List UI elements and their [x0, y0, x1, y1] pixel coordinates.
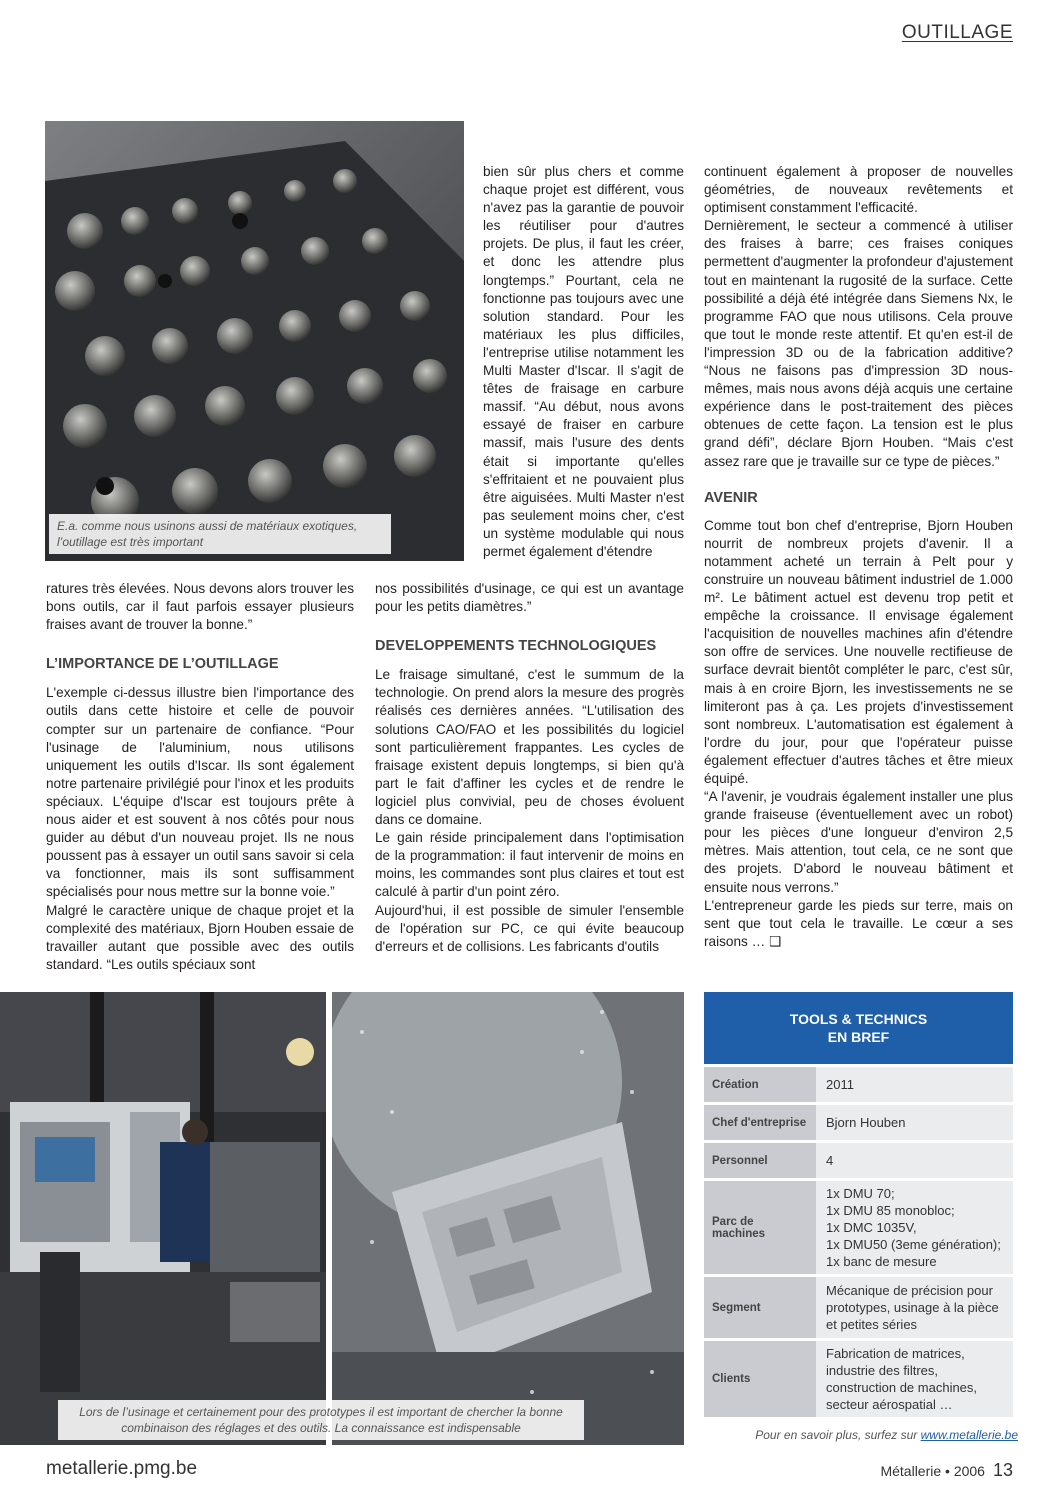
- page-number: 13: [992, 1460, 1013, 1480]
- footer-issue-label: Métallerie • 2006: [880, 1463, 985, 1479]
- brief-row: [704, 1142, 1013, 1180]
- brief-table: [704, 1064, 1013, 1417]
- brief-row: [704, 1066, 1013, 1104]
- brief-row: [704, 1180, 1013, 1276]
- tool-holders-illustration: [45, 121, 464, 561]
- brief-title-line2: EN BREF: [827, 1029, 890, 1045]
- brief-value: 2011: [816, 1066, 1013, 1104]
- brief-title-line1: TOOLS & TECHNICS: [789, 1011, 928, 1027]
- brief-value: Fabrication de matrices, industrie des filtres, construction de machines, secteur aérospatial …: [816, 1340, 1013, 1418]
- col1-paragraph-3: Malgré le caractère unique de chaque projet et la complexité des matériaux, Bjorn Houben essaie de travailler autant que possible avec des outils standard. “Les outils spéciaux sont: [46, 902, 354, 972]
- col3-paragraph-3: Comme tout bon chef d'entreprise, Bjorn Houben nourrit de nombreux projets d'avenir. Il a notamment acheté un terrain à Pelt pour y construire un nouveau bâtiment industriel de 1.000 m². Le bâtiment actuel est devenu trop petit et empêche la croissance. Il envisage également l'acquisition de nouvelles machines afin d'étendre son offre de services. Une nouvelle rectifieuse de surface devrait bientôt compléter le parc, c'est sûr, mais à en croire Bjorn, les investissements ne se limiteront pas à ça. Les projets d'investissement sont nombreux. L'automatisation est également à l'ordre du jour, pour que l'opérateur puisse également effectuer d'autres tâches et être mieux équipé.: [704, 517, 1013, 786]
- heading-developpements: DEVELOPPEMENTS TECHNOLOGIQUES: [375, 638, 657, 655]
- brief-label: Chef d'entreprise: [704, 1104, 816, 1142]
- machine-line: 1x DMU50 (3eme génération);: [826, 1237, 1001, 1252]
- section-tag: OUTILLAGE: [901, 22, 1013, 43]
- brief-label: Personnel: [704, 1142, 816, 1180]
- footer-site[interactable]: metallerie.pmg.be: [46, 1458, 198, 1479]
- column2-top: [483, 163, 684, 561]
- photo-workshop: [0, 992, 326, 1445]
- machine-line: 1x DMC 1035V,: [826, 1220, 917, 1235]
- column2-lower: [375, 580, 684, 956]
- col3-paragraph-2: Dernièrement, le secteur a commencé à utiliser des fraises à barre; ces fraises coniques permettent d'augmenter la profondeur d'ajustement tout en maintenant la rugosité de la surface. Cette possibilité a déjà été intégrée dans Siemens Nx, le programme FAO que nous utilisons. Cela prouve que tout le monde reste attentif. Et qu'en est-il de l'impression 3D ou de la fabrication additive? “Nous ne faisons pas d'impression 3D nous-mêmes, mais nous avons déjà acquis une certaine expérience dans le post-traitement des pièces obtenues de cette façon. La tension est le plus grand défi”, déclare Bjorn Houben. “Mais c'est assez rare que je travaille sur ce type de pièces.”: [704, 218, 1013, 469]
- brief-row: [704, 1276, 1013, 1340]
- col3-paragraph-4: “A l'avenir, je voudrais également installer une plus grande fraiseuse (éventuellement avec un robot) pour les pièces d'une longueur d'environ 2,5 mètres. Mais attention, tout cela, ce ne sont que des projets. D'abord le nouveau bâtiment et ensuite nous verrons.”: [704, 789, 1013, 895]
- col2-paragraph-1: bien sûr plus chers et comme chaque projet est différent, vous n'avez pas la garantie de pouvoir les réutiliser pour d'autres projets. De plus, il faut les créer, et donc les attendre plus longtemps.” Pourtant, cela ne fonctionne pas toujours avec une solution standard. Pour les matériaux les plus difficiles, l'entreprise utilise notamment les Multi Master d'Iscar. Il s'agit de têtes de fraisage en carbure massif. “Au début, nous avons essayé de fraiser en carbure massif, mais l'usure des dents était si importante qu'elles s'effritaient et ne pouvaient plus être aiguisées. Multi Master n'est pas seulement moins cher, c'est un système modulable qui nous permet également d'étendre: [483, 164, 684, 559]
- brief-label: Parc de machines: [704, 1180, 816, 1276]
- brief-value-machines: [816, 1180, 1013, 1276]
- footer-issue: [880, 1460, 1013, 1481]
- brief-box: [704, 992, 1013, 1417]
- brief-value: Bjorn Houben: [816, 1104, 1013, 1142]
- more-info-prefix: Pour en savoir plus, surfez sur: [755, 1428, 921, 1442]
- column3: [704, 163, 1013, 951]
- brief-value: Mécanique de précision pour prototypes, usinage à la pièce et petites séries: [816, 1276, 1013, 1340]
- brief-header: [704, 992, 1013, 1064]
- heading-avenir: AVENIR: [704, 489, 758, 506]
- col3-paragraph-1: continuent également à proposer de nouvelles géométries, de nouveaux revêtements et optimisent constamment l'efficacité.: [704, 164, 1013, 216]
- machine-line: 1x DMU 85 monobloc;: [826, 1203, 955, 1218]
- machine-line: 1x banc de mesure: [826, 1254, 937, 1269]
- heading-importance-outillage: L’IMPORTANCE DE L’OUTILLAGE: [46, 656, 279, 673]
- brief-label: Clients: [704, 1340, 816, 1418]
- col2-paragraph-2: Le fraisage simultané, c'est le summum de la technologie. On prend alors la mesure des progrès réalisés ces dernières années. “L'utilisation des solutions CAO/FAO et les possibilités du logiciel sont particulièrement frappantes. Les cycles de fraisage existent depuis longtemps, si bien qu'à part le fait d'affiner les cycles et de rendre le logiciel plus convivial, peu de choses évoluent dans ce domaine.: [375, 667, 684, 828]
- col3-paragraph-5: L'entrepreneur garde les pieds sur terre, mais on sent que tout cela le travaille. Le cœur a ses raisons … ❑: [704, 897, 1013, 949]
- brief-label: Segment: [704, 1276, 816, 1340]
- more-info-link[interactable]: www.metallerie.be: [920, 1428, 1018, 1442]
- col2-paragraph-4: Aujourd'hui, il est possible de simuler l'ensemble de l'opération sur PC, ce qui évite beaucoup d'erreurs et de collisions. Les fabricants d'outils: [375, 902, 684, 954]
- photo-machined-part: [332, 992, 684, 1445]
- more-info-line: [755, 1428, 1018, 1442]
- photo-tool-holders: [45, 121, 464, 561]
- workshop-illustration: [0, 992, 326, 1445]
- machine-line: 1x DMU 70;: [826, 1186, 895, 1201]
- brief-value: 4: [816, 1142, 1013, 1180]
- brief-row: [704, 1340, 1013, 1418]
- machined-part-illustration: [332, 992, 684, 1445]
- brief-row: [704, 1104, 1013, 1142]
- col1-paragraph-2: L'exemple ci-dessus illustre bien l'importance des outils dans cette histoire et celle de pouvoir compter sur un partenaire de confiance. “Pour l'usinage de l'aluminium, nous utilisons uniquement les outils d'Iscar. Ils sont également notre partenaire privilégié pour l'inox et les produits spéciaux. L'équipe d'Iscar est toujours prête à nous aider et est souvent à nos côtés pour nous guider au début d'un nouveau projet. Ils ne nous poussent pas à essayer un outil sans savoir si cela va fonctionner, mais ils sont suffisamment spécialisés pour nous mettre sur la bonne voie.”: [46, 685, 354, 900]
- col2-paragraph-1b: nos possibilités d'usinage, ce qui est un avantage pour les petits diamètres.”: [375, 581, 684, 615]
- col2-paragraph-3: Le gain réside principalement dans l'optimisation de la programmation: il faut intervenir de moins en moins, les commandes sont plus claires et tout est calculé à partir d'un point zéro.: [375, 830, 684, 900]
- column1: [46, 580, 354, 974]
- photo-tool-holders-caption: E.a. comme nous usinons aussi de matériaux exotiques, l’outillage est très important: [49, 514, 391, 554]
- photo-bottom-caption: Lors de l’usinage et certainement pour des prototypes il est important de chercher la bonne combinaison des réglages et des outils. La connaissance est indispensable: [58, 1400, 584, 1440]
- col1-paragraph-1: ratures très élevées. Nous devons alors trouver les bons outils, car il faut parfois essayer plusieurs fraises avant de trouver la bonne.”: [46, 581, 354, 633]
- brief-label: Création: [704, 1066, 816, 1104]
